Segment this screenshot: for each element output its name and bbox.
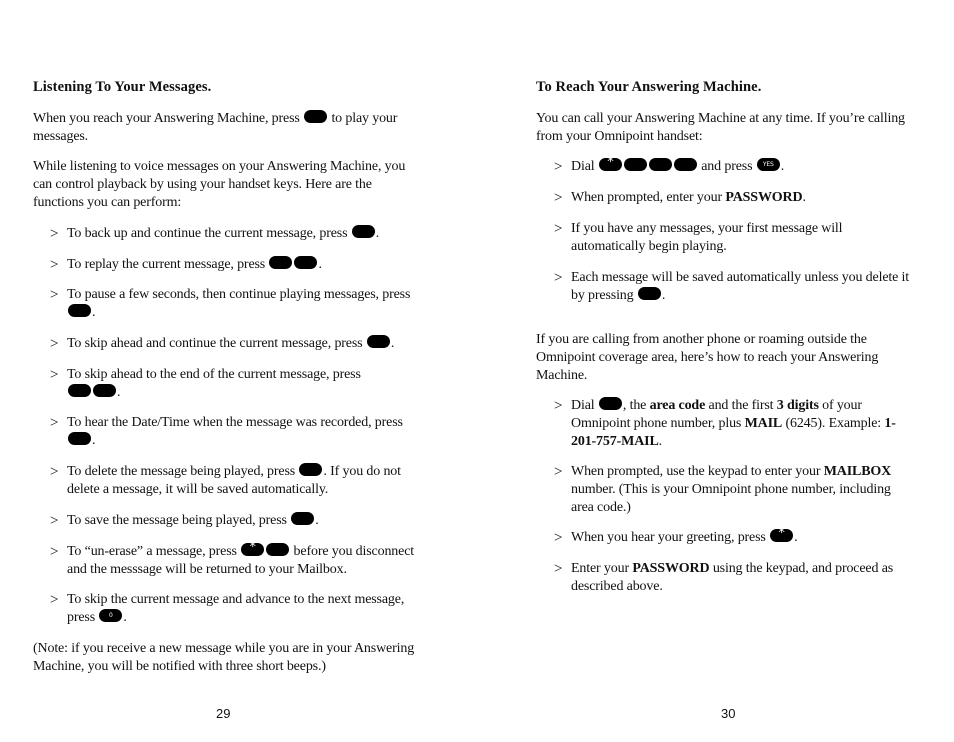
bullet-text-d: of your Omnipoint phone number, plus — [571, 398, 862, 431]
zero-glyph: 0 — [109, 612, 113, 619]
delete-key-icon — [299, 463, 322, 476]
list-item — [554, 220, 871, 256]
star-key-icon — [241, 540, 264, 556]
save-key-icon — [291, 512, 314, 525]
list-item — [554, 189, 916, 207]
bullet-marker: > — [554, 159, 563, 175]
bullet-text-end: . — [92, 433, 96, 448]
pause-key-icon — [68, 304, 91, 317]
bullet-text-b: and press — [701, 159, 753, 174]
bullet-text-e: (6245). Example: — [785, 416, 882, 431]
bold-text: MAIL — [744, 416, 783, 431]
star-glyph: * — [778, 526, 785, 541]
bullet-marker: > — [50, 287, 59, 303]
bullet-marker: > — [554, 270, 563, 286]
list-item — [50, 286, 419, 322]
bullet-text: To delete the message being played, press — [67, 464, 296, 479]
bullet-text: To “un-erase” a message, press — [67, 544, 237, 559]
bullet-marker: > — [554, 530, 563, 546]
bold-text: PASSWORD — [632, 561, 710, 576]
play-key-icon — [304, 110, 327, 123]
bullet-text: To back up and continue the current message, press — [67, 226, 348, 241]
list-item — [50, 540, 419, 579]
list-item — [50, 335, 419, 353]
bullet-text-end: using the keypad, and proceed as described above. — [571, 561, 894, 594]
bullet-text: To pause a few seconds, then continue playing messages, press — [67, 287, 411, 302]
key-icon — [674, 158, 697, 171]
bullet-marker: > — [554, 190, 563, 206]
key-icon — [624, 158, 647, 171]
left-note: (Note: if you receive a new message while you are in your Answering Machine, you will be notified with three short beeps.) — [33, 641, 415, 674]
star-key-icon — [770, 526, 793, 542]
bullet-text: When you hear your greeting, press — [571, 530, 766, 545]
back-key-icon — [352, 225, 375, 238]
bullet-text-end: . — [661, 288, 666, 303]
right-intro: You can call your Answering Machine at any time. If you’re calling from your Omnipoint handset: — [536, 111, 905, 144]
page-number-left: 29 — [216, 706, 231, 721]
delete-key-icon — [638, 287, 661, 300]
bullet-marker: > — [554, 221, 563, 237]
intro-text-a: When you reach your Answering Machine, press — [33, 111, 300, 126]
bullet-text-end: . — [318, 257, 322, 272]
unerase-key-icon — [266, 543, 289, 556]
bold-text: area code — [649, 398, 706, 413]
bullet-marker: > — [554, 464, 563, 480]
bullet-marker: > — [50, 544, 59, 560]
bullet-text: If you have any messages, your first message will automatically begin playing. — [571, 221, 843, 254]
zero-key-icon — [99, 609, 122, 622]
bullet-text-end: . — [315, 513, 319, 528]
list-item — [50, 366, 367, 402]
bullet-marker: > — [50, 513, 59, 529]
bullet-text-end: . — [780, 159, 785, 174]
yes-glyph: YES — [762, 161, 774, 168]
left-intro — [33, 110, 413, 146]
star-glyph: * — [249, 540, 256, 555]
bullet-text-c: and the first — [708, 398, 774, 413]
bullet-text: When prompted, enter your — [571, 190, 722, 205]
bullet-text: Dial — [571, 398, 595, 413]
list-item — [554, 269, 916, 305]
list-item — [50, 512, 419, 530]
right-page — [536, 0, 916, 742]
bullet-marker: > — [50, 367, 59, 383]
bullet-text: To skip ahead to the end of the current message, press — [67, 367, 361, 382]
bullet-text-end: . If you do not delete a message, it will be saved automatically. — [67, 464, 401, 497]
list-item — [50, 591, 419, 627]
bullet-text-end: . — [802, 190, 806, 205]
bold-text: 3 digits — [776, 398, 819, 413]
intro-text-b: to play your messages. — [33, 111, 398, 144]
bullet-text-end: . — [92, 305, 96, 320]
bold-text: MAILBOX — [823, 464, 892, 479]
bullet-text: To hear the Date/Time when the message was recorded, press — [67, 415, 403, 430]
yes-key-icon — [757, 158, 780, 171]
bullet-text-end: . — [123, 610, 127, 625]
bullet-text-b: , the — [622, 398, 647, 413]
bullet-text: When prompted, use the keypad to enter your — [571, 464, 821, 479]
bold-text: PASSWORD — [725, 190, 803, 205]
bullet-marker: > — [554, 561, 563, 577]
bullet-text: Enter your — [571, 561, 629, 576]
bullet-text-end: number. (This is your Omnipoint phone number, including area code.) — [571, 482, 891, 515]
list-item — [50, 463, 419, 499]
bullet-marker: > — [50, 592, 59, 608]
bullet-text-end: . — [658, 434, 662, 449]
list-item — [554, 155, 916, 176]
replay-key-icon — [294, 256, 317, 269]
bullet-text: To replay the current message, press — [67, 257, 266, 272]
bullet-text: To skip the current message and advance to the next message, press — [67, 592, 405, 625]
bullet-text-end: . — [794, 530, 798, 545]
bullet-text-end: . — [117, 385, 121, 400]
bullet-marker: > — [50, 464, 59, 480]
bullet-text-end: . — [390, 336, 395, 351]
left-paragraph-2: While listening to voice messages on your Answering Machine, you can control playback by using your handset keys. Here are the functions you can perform: — [33, 159, 406, 210]
star-glyph: * — [607, 155, 614, 170]
bullet-text: To skip ahead and continue the current message, press — [67, 336, 363, 351]
bullet-text: To save the message being played, press — [67, 513, 287, 528]
bullet-marker: > — [50, 257, 59, 273]
list-item — [50, 225, 419, 243]
bullet-text: Each message will be saved automatically unless you delete it by pressing — [571, 270, 910, 303]
list-item — [554, 526, 916, 547]
bullet-marker: > — [50, 415, 59, 431]
list-item — [50, 414, 419, 450]
right-heading: To Reach Your Answering Machine. — [536, 79, 762, 95]
bullet-marker: > — [554, 398, 563, 414]
left-page — [33, 0, 418, 742]
list-item — [554, 397, 916, 451]
replay-key-icon — [269, 256, 292, 269]
bullet-marker: > — [50, 226, 59, 242]
key-icon — [599, 397, 622, 410]
bullet-marker: > — [50, 336, 59, 352]
skip-key-icon — [367, 335, 390, 348]
list-item — [554, 463, 916, 517]
skip-end-key-icon — [68, 384, 91, 397]
list-item — [50, 256, 419, 274]
skip-end-key-icon — [93, 384, 116, 397]
page-number-right: 30 — [721, 706, 736, 721]
bold-text: 1-201-757-MAIL — [571, 416, 896, 449]
bullet-text: Dial — [571, 159, 595, 174]
bullet-text-end: . — [375, 226, 380, 241]
bullet-text-end: before you disconnect and the messsage will be returned to your Mailbox. — [67, 544, 415, 577]
star-key-icon — [599, 155, 622, 171]
list-item — [554, 560, 916, 596]
key-icon — [649, 158, 672, 171]
date-time-key-icon — [68, 432, 91, 445]
right-paragraph-2: If you are calling from another phone or roaming outside the Omnipoint coverage area, here’s how to reach your Answering Machine. — [536, 332, 879, 383]
left-heading: Listening To Your Messages. — [33, 79, 212, 95]
